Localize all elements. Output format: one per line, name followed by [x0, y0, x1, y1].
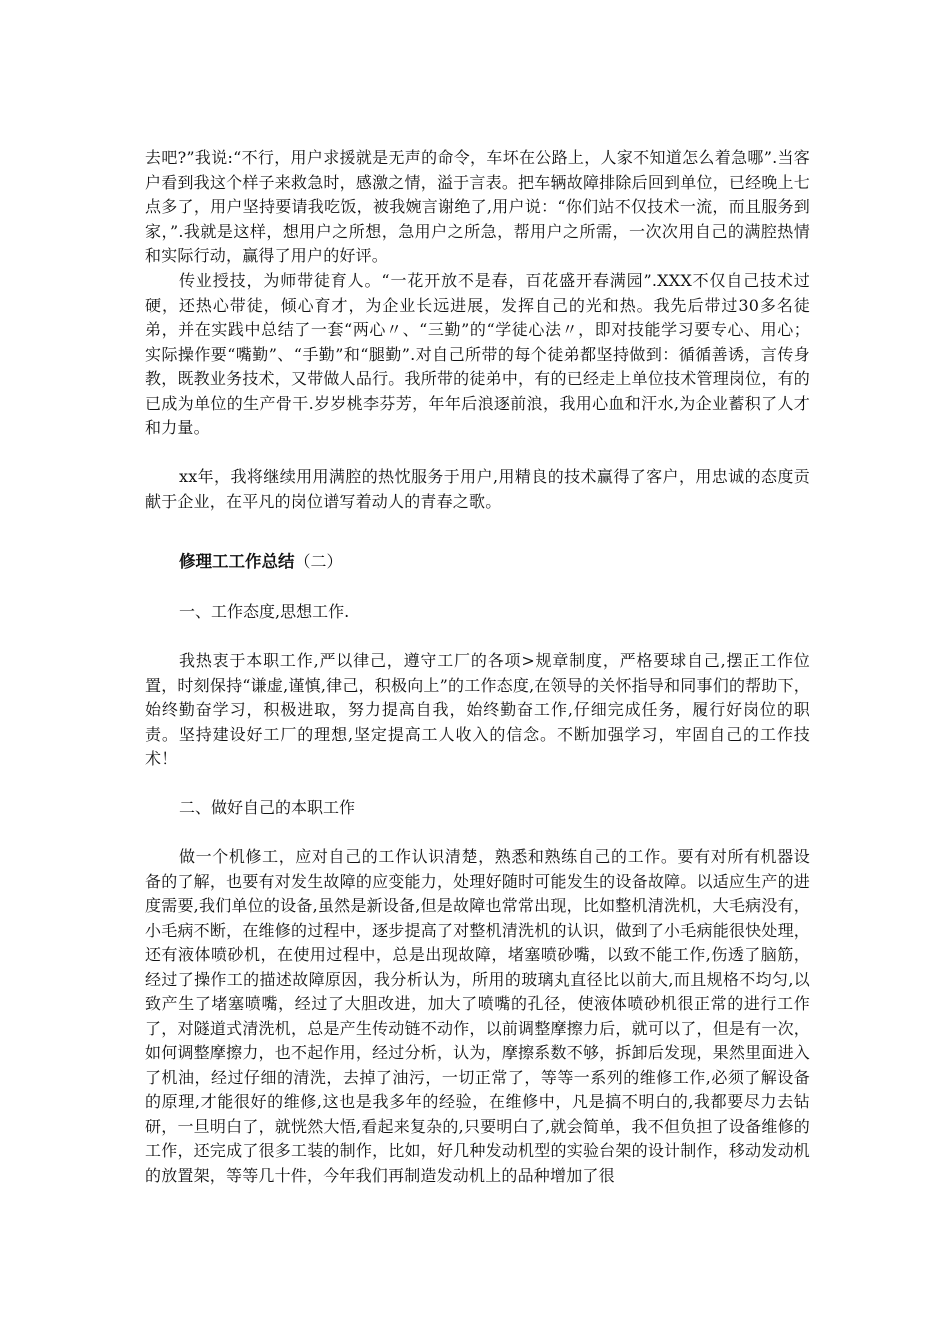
paragraph-customer-service: 去吧?”我说:“不行，用户求援就是无声的命令，车坏在公路上，人家不知道怎么着急哪”.当客户看到我这个样子来救急时，感激之情，溢于言表。把车辆故障排除后回到单位，已经晚上七点多了，用户坚持要请我吃饭，被我婉言谢绝了,用户说：“你们站不仅技术一流，而且服务到家，”.我就是这样，想用户之所想，急用户之所急，帮用户之所需，一次次用自己的满腔热情和实际行动，赢得了用户的好评。	[145, 148, 810, 265]
paragraph-work-attitude: 我热衷于本职工作,严以律己，遵守工厂的各项>规章制度，严格要球自己,摆正工作位置，时刻保持“谦虚,谨慎,律己，积极向上”的工作态度,在领导的关怀指导和同事们的帮助下，始终勤奋学习，积极进取，努力提高自我，始终勤奋工作,仔细完成任务，履行好岗位的职责。坚持建设好工厂的理想,坚定提高工人收入的信念。不断加强学习，牢固自己的工作技术！	[145, 651, 810, 768]
section-title-suffix: （二）	[294, 552, 343, 571]
section-title-main: 修理工工作总结	[179, 552, 295, 571]
paragraph-apprentice-training: 传业授技，为师带徒育人。“一花开放不是春，百花盛开春满园”.XXX不仅自己技术过硬，还热心带徒，倾心育才，为企业长远进展，发挥自己的光和热。我先后带过30多名徒弟，并在实践中总结了一套“两心〃、“三勤”的“学徒心法〃，即对技能学习要专心、用心；实际操作要“嘴勤”、“手勤”和“腿勤”.对自己所带的每个徒弟都坚持做到：循循善诱，言传身教，既教业务技术，又带做人品行。我所带的徒弟中，有的已经走上单位技术管理岗位，有的已成为单位的生产骨干.岁岁桃李芬芳，年年后浪逐前浪，我用心血和汗水,为企业蓄积了人才和力量。	[145, 271, 810, 437]
subheading-duties: 二、做好自己的本职工作	[179, 798, 356, 817]
paragraph-future-plan: xx年，我将继续用用满腔的热忱服务于用户,用精良的技术赢得了客户，用忠诚的态度贡献于企业，在平凡的岗位谱写着动人的青春之歌。	[145, 467, 810, 511]
subheading-work-attitude: 一、工作态度,思想工作.	[179, 602, 350, 621]
section-title	[179, 550, 343, 574]
paragraph-duties: 做一个机修工，应对自己的工作认识清楚，熟悉和熟练自己的工作。要有对所有机器设备的了解，也要有对发生故障的应变能力，处理好随时可能发生的设备故障。以适应生产的进度需要,我们单位的设备,虽然是新设备,但是故障也常常出现，比如整机清洗机，大毛病没有，小毛病不断，在维修的过程中，逐步提高了对整机清洗机的认识，做到了小毛病能很快处理，还有液体喷砂机，在使用过程中，总是出现故障，堵塞喷砂嘴，以致不能工作,伤透了脑筋，经过了操作工的描述故障原因，我分析认为，所用的玻璃丸直径比以前大,而且规格不均匀,以致产生了堵塞喷嘴，经过了大胆改进，加大了喷嘴的孔径，使液体喷砂机很正常的进行工作了，对隧道式清洗机，总是产生传动链不动作，以前调整摩擦力后，就可以了，但是有一次，如何调整摩擦力，也不起作用，经过分析，认为，摩擦系数不够，拆卸后发现，果然里面进入了机油，经过仔细的清洗，去掉了油污，一切正常了，等等一系列的维修工作,必须了解设备的原理,才能很好的维修,这也是我多年的经验，在维修中，凡是搞不明白的,我都要尽力去钻研，一旦明白了，就恍然大悟,看起来复杂的,只要明白了,就会简单，我不但负担了设备维修的工作，还完成了很多工装的制作，比如，好几种发动机型的实验台架的设计制作，移动发动机的放置架，等等几十件，今年我们再制造发动机上的品种增加了很	[145, 847, 810, 1185]
